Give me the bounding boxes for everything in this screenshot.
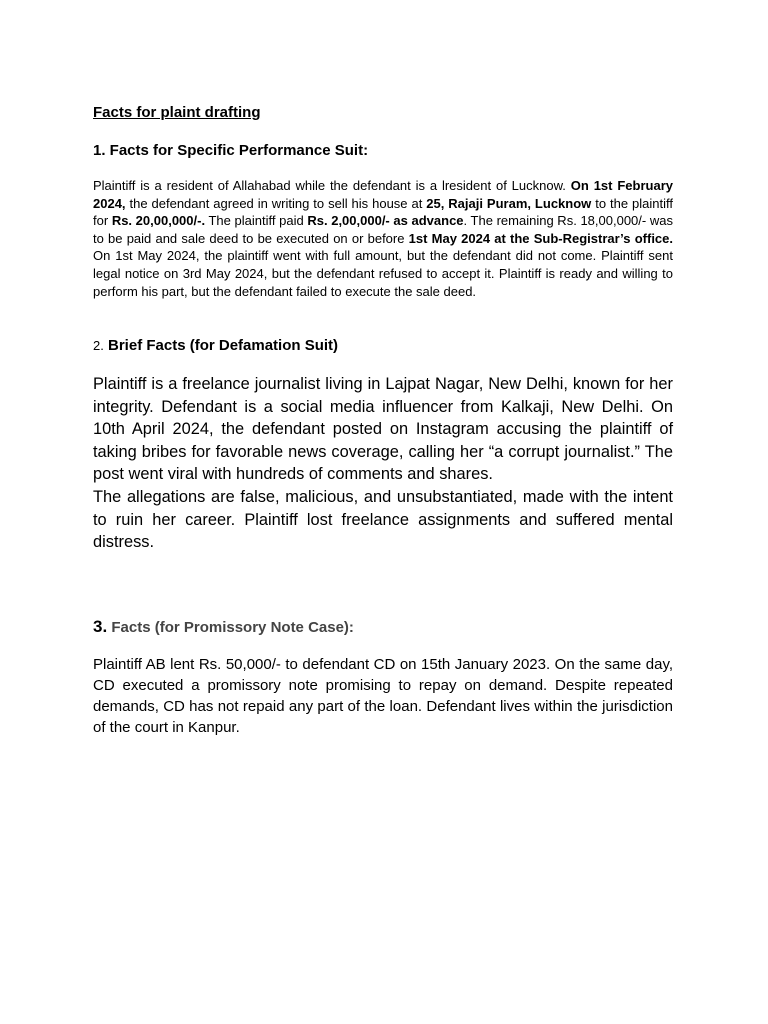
section-3-paragraph: Plaintiff AB lent Rs. 50,000/- to defendant CD on 15th January 2023. On the same day, CD executed a promissory note promising to repay on demand. Despite repeated demands, CD has not repaid any part of the loan. Defendant lives within the jurisdiction of the court in Kanpur. [93,656,673,736]
section-2-body [93,373,673,554]
section-1-bold-text: 1st May 2024 at the Sub-Registrar’s office. [408,230,674,246]
section-1-text: On 1st May 2024, the plaintiff went with full amount, but the defendant did not come. Plaintiff sent legal notice on 3rd May 2024, but the defendant refused to accept it. Plaintiff is ready and willing to perform his part, but the defendant failed to execute the sale deed. [93,248,673,299]
section-1-text: to the plaintiff for [93,195,673,229]
section-2-paragraph-2: The allegations are false, malicious, and unsubstantiated, made with the intent to ruin her career. Plaintiff lost freelance assignments and suffered mental distress. [93,487,673,552]
section-1-bold-text: On 1st February 2024, [93,178,673,211]
section-1-bold-text: 25, Rajaji Puram, Lucknow [426,195,592,211]
section-1-text: the defendant agreed in writing to sell his house at [125,195,427,211]
document-title: Facts for plaint drafting [93,104,261,121]
section-1-bold-text: Rs. 2,00,000/- as advance [307,213,464,229]
section-3-number: 3. [93,617,108,636]
section-2-heading [93,337,338,354]
section-1-text: Plaintiff is a resident of Allahabad while the defendant is a lresident of Lucknow. [93,178,571,193]
section-1-bold-text: Rs. 20,00,000/-. [111,213,206,229]
section-2-number: 2. [93,338,104,353]
section-1-paragraph [93,177,673,300]
section-2-heading-text: Brief Facts (for Defamation Suit) [103,337,339,354]
section-1-text: The plaintiff paid [205,213,308,229]
section-1-heading: 1. Facts for Specific Performance Suit: [93,142,369,159]
section-3-heading-text: Facts (for Promissory Note Case): [107,619,354,636]
section-2-paragraph-1: Plaintiff is a freelance journalist living in Lajpat Nagar, New Delhi, known for her integrity. Defendant is a social media influencer from Kalkaji, New Delhi. On 10th April 2024, the defendant posted on Instagram accusing the plaintiff of taking bribes for favorable news coverage, calling her “a corrupt journalist.” The post went viral with hundreds of comments and shares. [93,375,673,484]
section-1-text: . The remaining Rs. 18,00,000/- was to be paid and sale deed to be executed on or before [93,213,673,246]
section-3-heading [93,617,354,637]
